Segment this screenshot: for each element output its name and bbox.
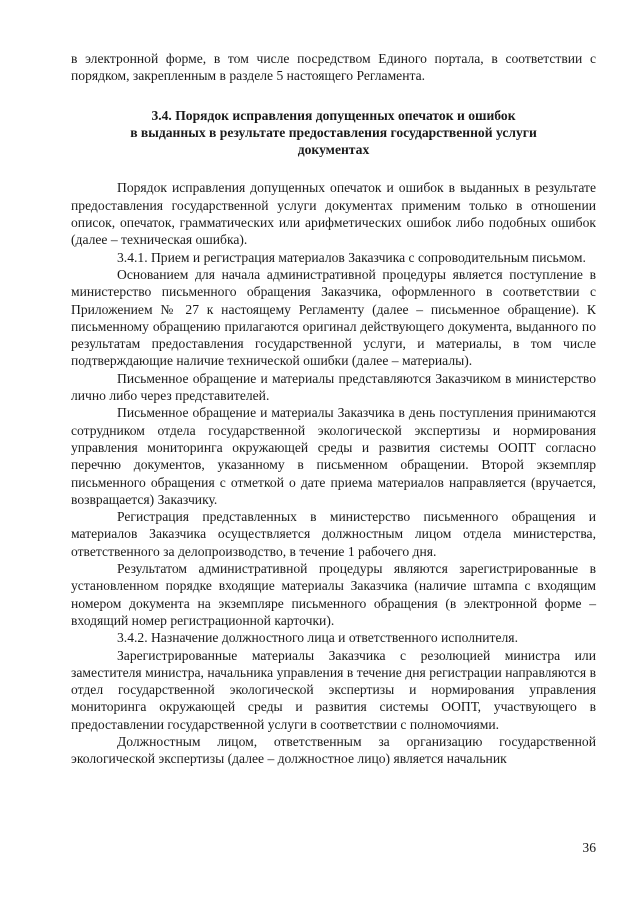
paragraph-2: 3.4.1. Прием и регистрация материалов Заказчика с сопроводительным письмом. [117, 249, 586, 265]
page-number: 36 [582, 840, 596, 855]
section-heading-line-3: документах [297, 142, 370, 158]
section-heading [71, 107, 596, 159]
paragraph-4: Письменное обращение и материалы представляются Заказчиком в министерство лично либо через представителей. [71, 370, 596, 404]
section-heading-line-2: в выданных в результате предоставления государственной услуги [130, 124, 537, 140]
paragraph-1: Порядок исправления допущенных опечаток и ошибок в выданных в результате предоставления государственной услуги документах применим только в отношении описок, опечаток, грамматических или арифметических ошибок либо подобных ошибок (далее – техническая ошибка). [71, 180, 596, 248]
paragraph-3: Основанием для начала административной процедуры является поступление в министерство письменного обращения Заказчика, оформленного в соответствии с Приложением № 27 к настоящему Регламенту (далее – письменное обращение). К письменному обращению прилагаются оригинал действующего документа, выданного по результатам предоставления государственной услуги, и материалы, в том числе подтверждающие наличие технической ошибки (далее – материалы). [71, 266, 596, 369]
paragraph-10: Должностным лицом, ответственным за организацию государственной экологической экспертизы (далее – должностное лицо) является начальник [71, 733, 596, 767]
document-page [71, 50, 596, 768]
paragraph-5: Письменное обращение и материалы Заказчика в день поступления принимаются сотрудником отдела государственной экологической экспертизы и нормирования управления мониторинга окружающей среды и развития системы ООПТ согласно перечню документов, указанному в письменном обращении. Второй экземпляр письменного обращения с отметкой о дате приема материалов направляется (вручается, возвращается) Заказчику. [71, 405, 596, 507]
paragraph-6: Регистрация представленных в министерство письменного обращения и материалов Заказчика осуществляется должностным лицом отдела министерства, ответственного за делопроизводство, в течение 1 рабочего дня. [71, 509, 596, 559]
paragraph-7: Результатом административной процедуры являются зарегистрированные в установленном порядке входящие материалы Заказчика (наличие штампа с входящим номером документа на экземпляре письменного обращения (в электронной форме – входящий номер регистрационной карточки). [71, 561, 596, 628]
section-heading-line-1: 3.4. Порядок исправления допущенных опечаток и ошибок [151, 107, 516, 123]
paragraph-9: Зарегистрированные материалы Заказчика с резолюцией министра или заместителя министра, начальника управления в течение дня регистрации направляются в отдел государственной экологической экспертизы и нормирования управления мониторинга окружающей среды и развития системы ООПТ, участвующего в предоставлении государственной услуги в соответствии с полномочиями. [71, 647, 596, 732]
intro-paragraph: в электронной форме, в том числе посредством Единого портала, в соответствии с порядком, закрепленным в разделе 5 настоящего Регламента. [71, 51, 596, 84]
paragraph-8: 3.4.2. Назначение должностного лица и ответственного исполнителя. [117, 630, 518, 646]
